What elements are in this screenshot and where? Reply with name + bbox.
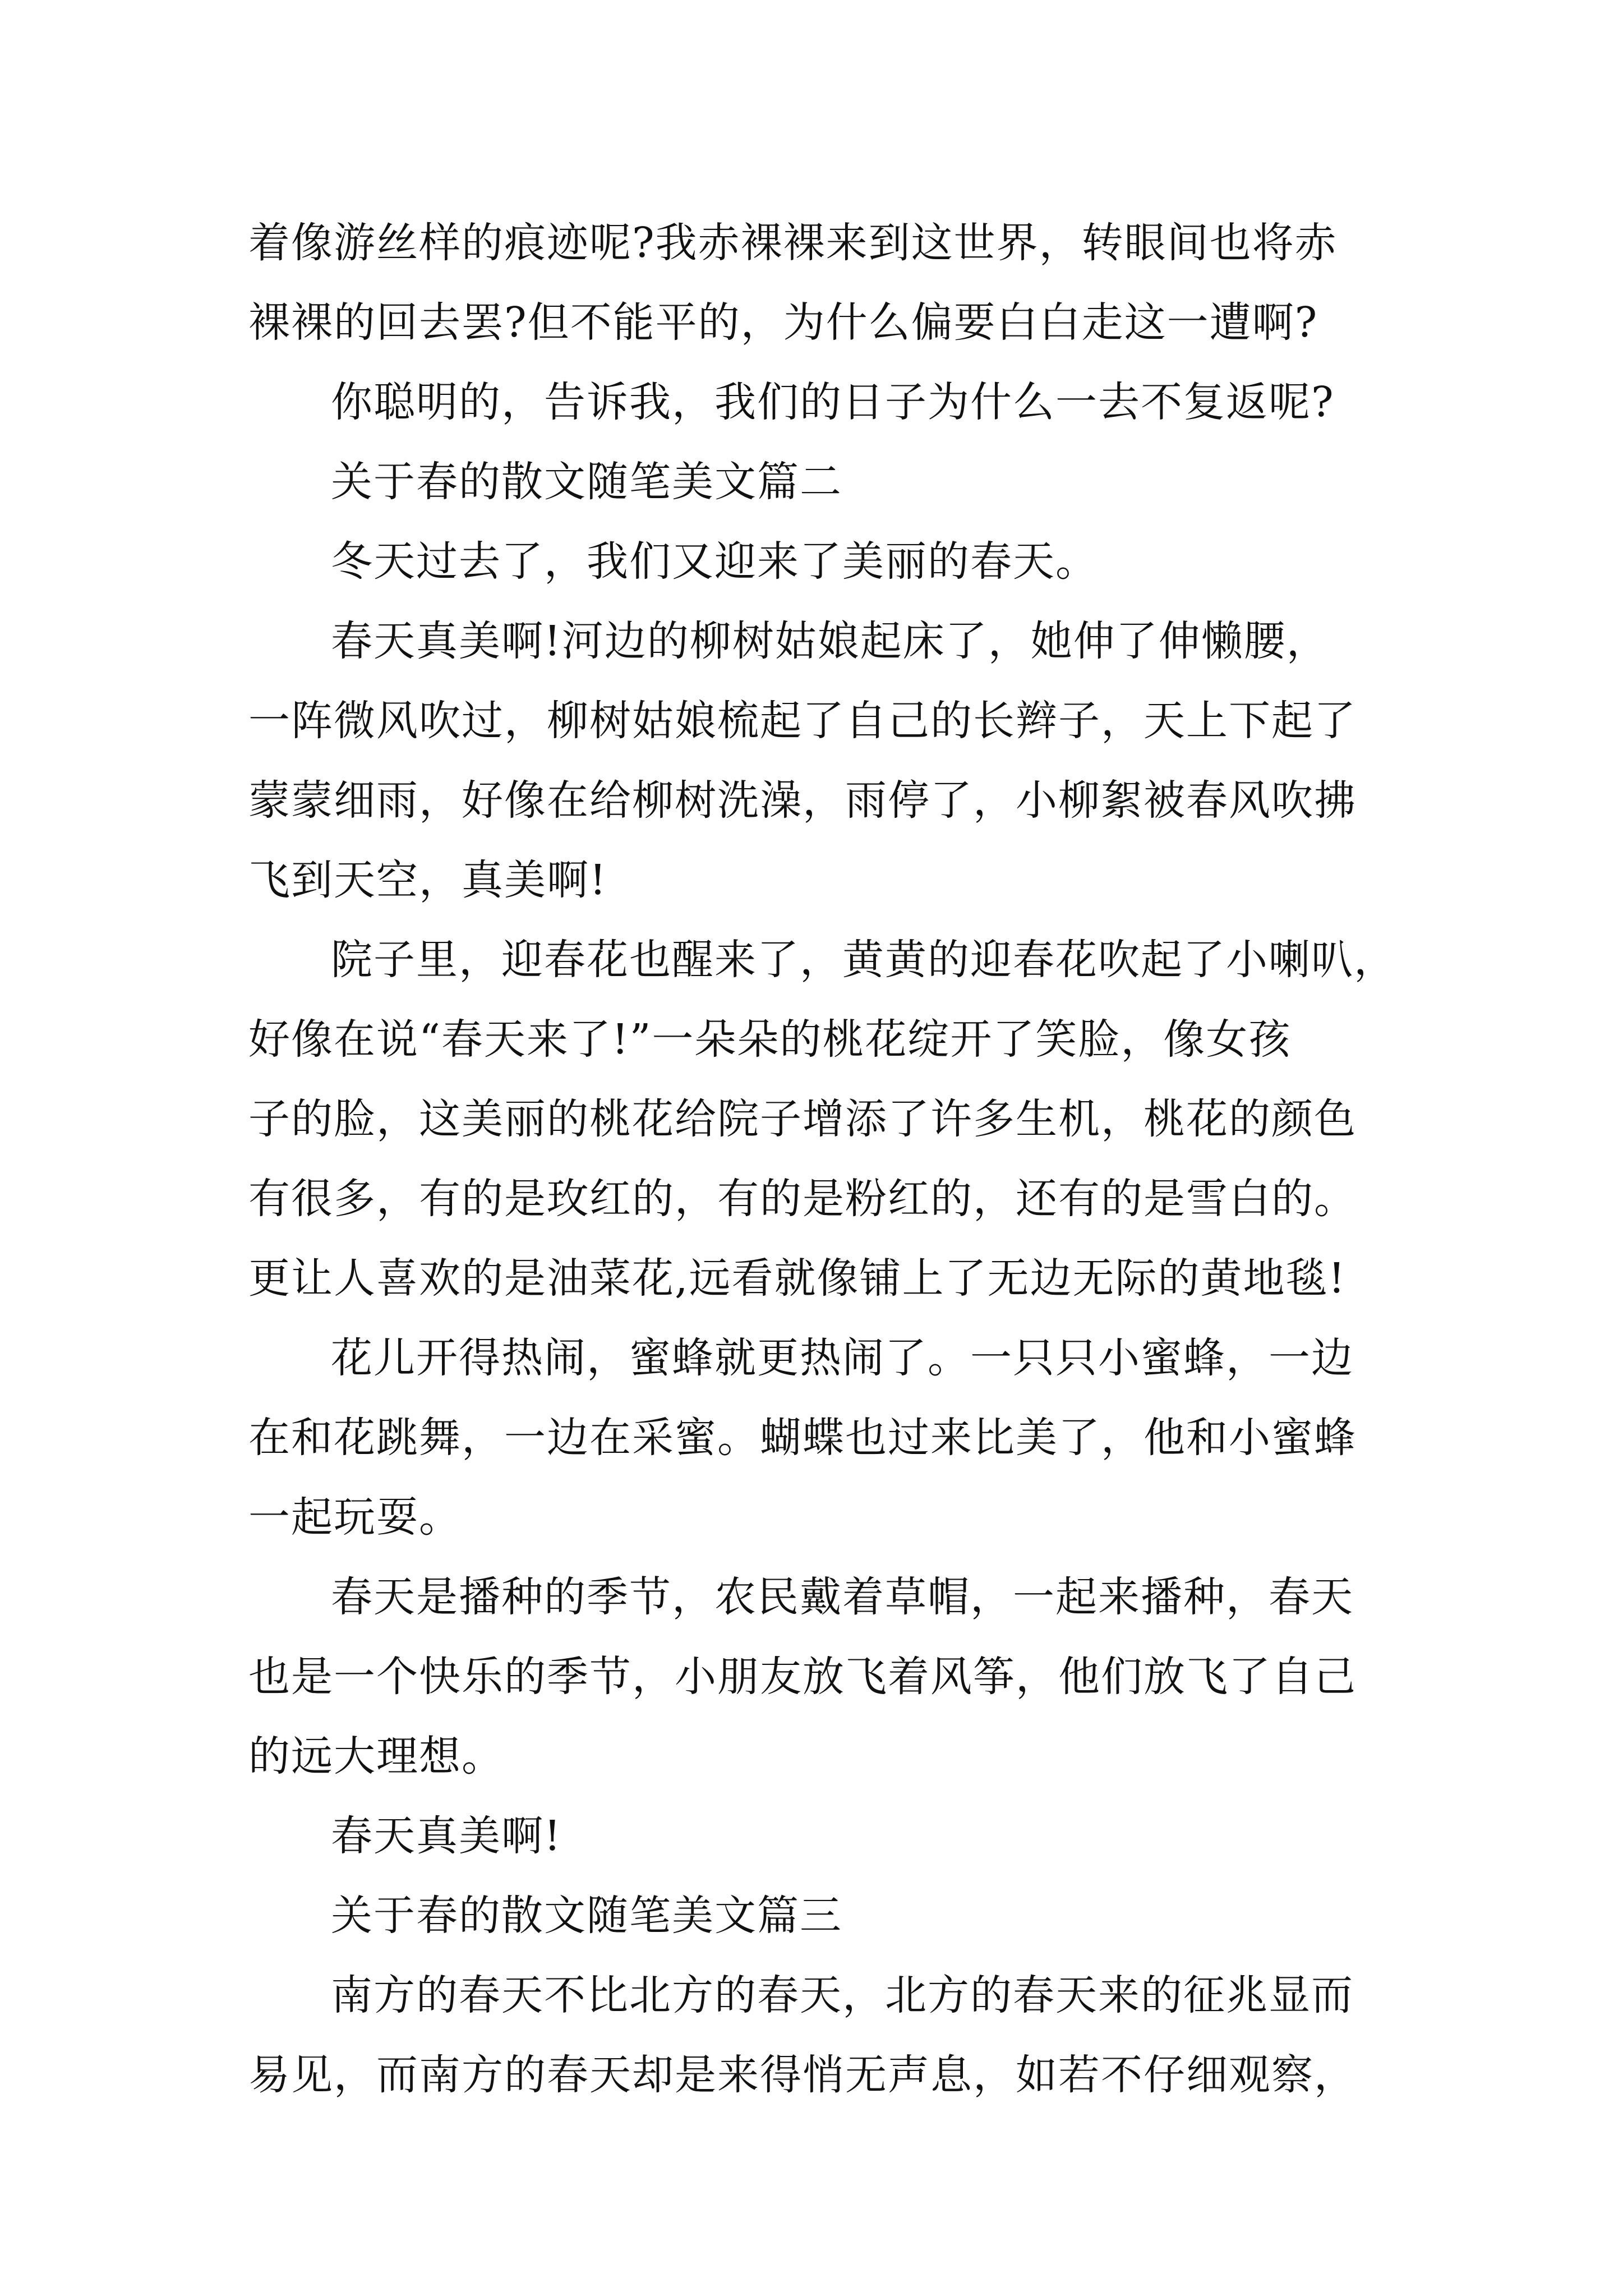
text-line: 更让人喜欢的是油菜花,远看就像铺上了无边无际的黄地毯!: [248, 1254, 1347, 1303]
text-line: 南方的春天不比北方的春天，北方的春天来的征兆显而: [331, 1971, 1354, 2019]
text-line: 春天真美啊!: [331, 1812, 562, 1860]
text-line: 春天是播种的季节，农民戴着草帽，一起来播种，春天: [331, 1573, 1354, 1621]
text-line: 一阵微风吹过，柳树姑娘梳起了自己的长辫子，天上下起了: [248, 697, 1357, 745]
text-line: 春天真美啊!河边的柳树姑娘起床了，她伸了伸懒腰，: [331, 617, 1329, 665]
text-line: 裸裸的回去罢?但不能平的，为什么偏要白白走这一遭啊?: [248, 298, 1318, 347]
text-line: 子的脸，这美丽的桃花给院子增添了许多生机，桃花的颜色: [248, 1095, 1357, 1143]
text-line: 蒙蒙细雨，好像在给柳树洗澡，雨停了，小柳絮被春风吹拂: [248, 776, 1357, 825]
text-line: 冬天过去了，我们又迎来了美丽的春天。: [331, 537, 1098, 586]
section-heading: 关于春的散文随笔美文篇二: [331, 458, 842, 506]
text-line: 也是一个快乐的季节，小朋友放飞着风筝，他们放飞了自己: [248, 1653, 1357, 1701]
text-line: 院子里，迎春花也醒来了，黄黄的迎春花吹起了小喇叭，: [331, 936, 1396, 984]
text-line: 好像在说“春天来了!”一朵朵的桃花绽开了笑脸，像女孩: [248, 1015, 1292, 1064]
text-line: 一起玩耍。: [248, 1493, 462, 1542]
text-line: 着像游丝样的痕迹呢?我赤裸裸来到这世界，转眼间也将赤: [248, 219, 1338, 267]
text-line: 飞到天空，真美啊!: [248, 856, 607, 904]
text-line: 有很多，有的是玫红的，有的是粉红的，还有的是雪白的。: [248, 1175, 1357, 1223]
text-line: 的远大理想。: [248, 1732, 504, 1780]
section-heading: 关于春的散文随笔美文篇三: [331, 1892, 842, 1940]
text-line: 易见，而南方的春天却是来得悄无声息，如若不仔细观察，: [248, 2051, 1357, 2099]
text-line: 你聪明的，告诉我，我们的日子为什么一去不复返呢?: [331, 378, 1335, 426]
text-line: 花儿开得热闹，蜜蜂就更热闹了。一只只小蜜蜂，一边: [331, 1334, 1354, 1382]
text-line: 在和花跳舞，一边在采蜜。蝴蝶也过来比美了，他和小蜜蜂: [248, 1414, 1357, 1462]
